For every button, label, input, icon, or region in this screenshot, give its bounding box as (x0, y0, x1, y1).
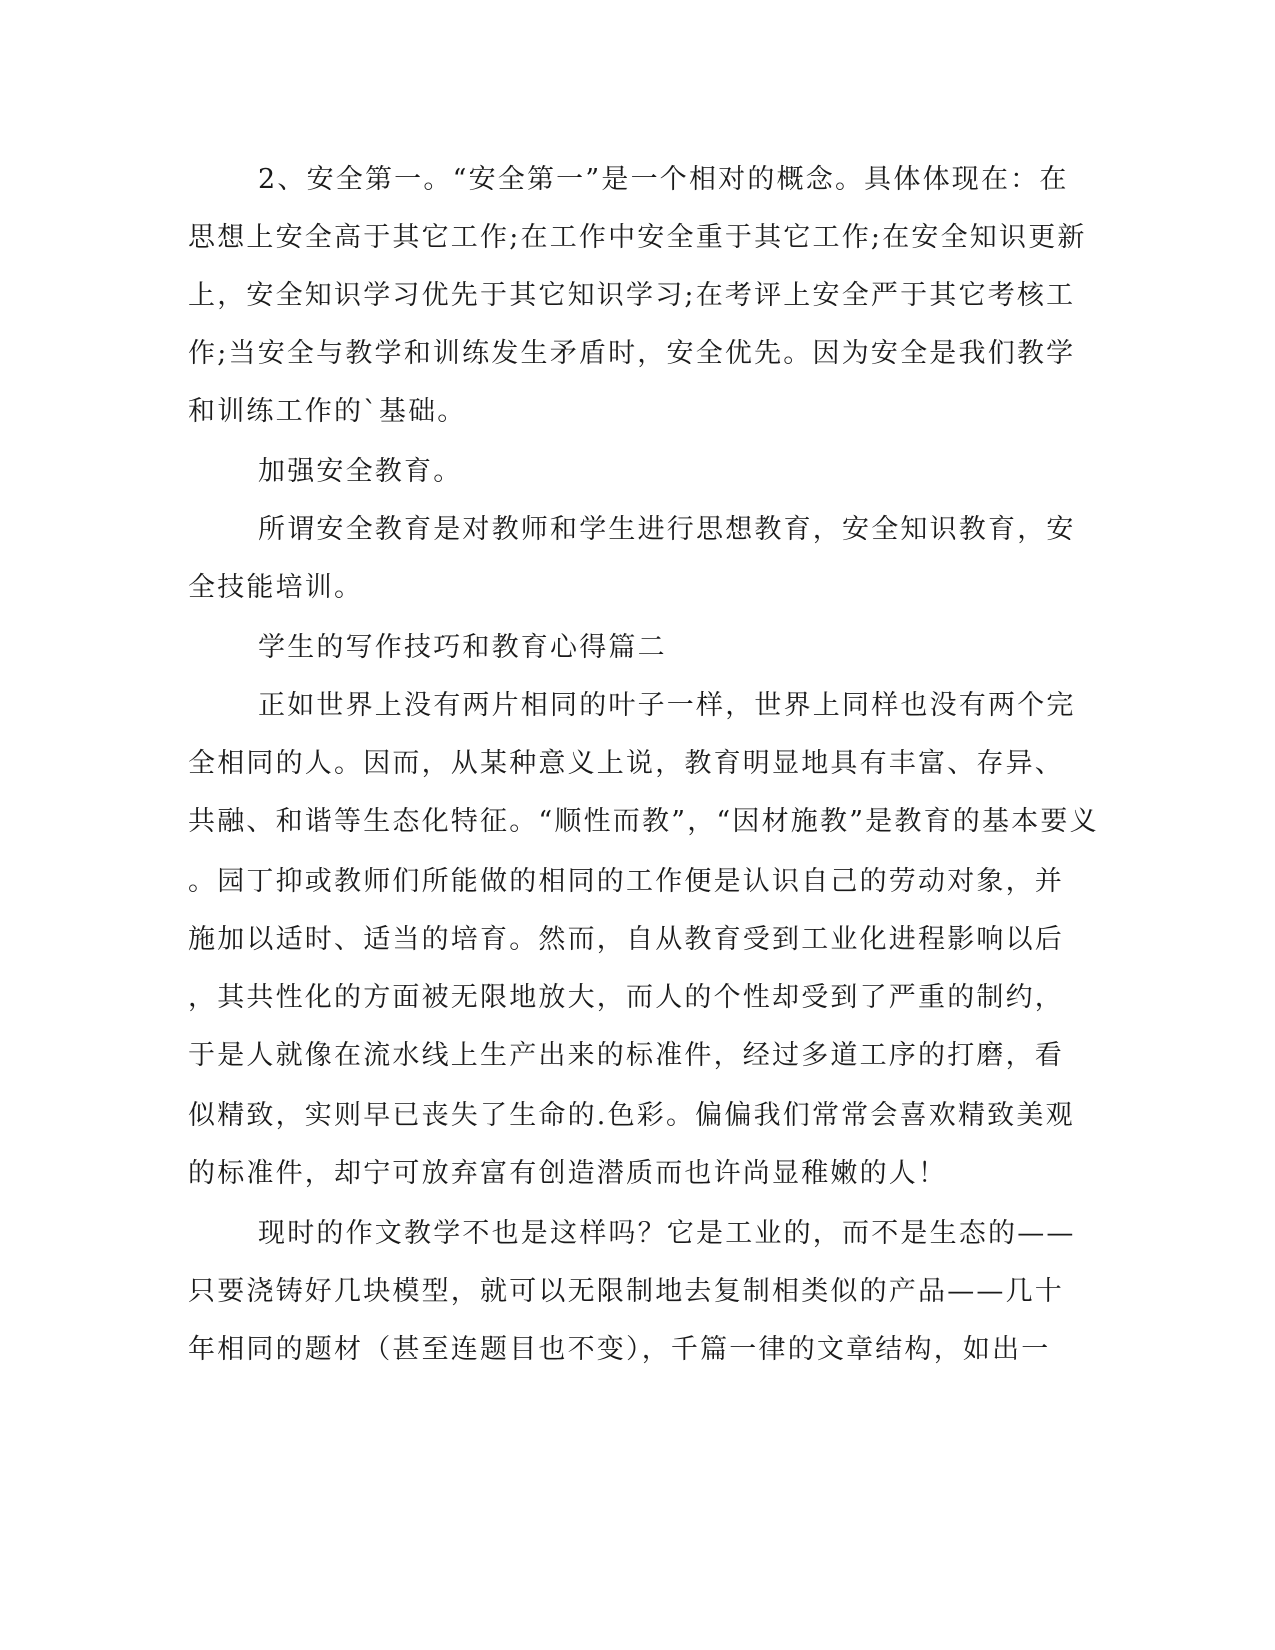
text-line: 思想上安全高于其它工作;在工作中安全重于其它工作;在安全知识更新 (188, 222, 1087, 253)
text-line: 全相同的人。因而，从某种意义上说，教育明显地具有丰富、存异、 (188, 748, 1064, 779)
text-line: 。园丁抑或教师们所能做的相同的工作便是认识自己的劳动对象，并 (188, 866, 1064, 897)
text-line: 全技能培训。 (188, 572, 364, 603)
text-line: 只要浇铸好几块模型，就可以无限制地去复制相类似的产品——几十 (188, 1276, 1064, 1307)
text-line: 所谓安全教育是对教师和学生进行思想教育，安全知识教育，安 (258, 514, 1076, 545)
article-title: 学生的写作技巧和教育心得篇二 (258, 632, 667, 663)
text-line: 似精致，实则早已丧失了生命的.色彩。偏偏我们常常会喜欢精致美观 (188, 1100, 1075, 1131)
text-line: 作;当安全与教学和训练发生矛盾时，安全优先。因为安全是我们教学 (188, 338, 1076, 369)
text-line: 共融、和谐等生态化特征。“顺性而教”，“因材施教”是教育的基本要义 (188, 806, 1099, 837)
text-line: ，其共性化的方面被无限地放大，而人的个性却受到了严重的制约， (188, 982, 1064, 1013)
section-heading: 加强安全教育。 (258, 456, 463, 487)
text-line: 的标准件，却宁可放弃富有创造潜质而也许尚显稚嫩的人！ (188, 1158, 948, 1189)
text-line: 上，安全知识学习优先于其它知识学习;在考评上安全严于其它考核工 (188, 280, 1076, 311)
text-line: 正如世界上没有两片相同的叶子一样，世界上同样也没有两个完 (258, 690, 1076, 721)
text-line: 年相同的题材（甚至连题目也不变），千篇一律的文章结构，如出一 (188, 1334, 1051, 1365)
text-line: 施加以适时、适当的培育。然而，自从教育受到工业化进程影响以后 (188, 924, 1064, 955)
text-line: 2、安全第一。“安全第一”是一个相对的概念。具体体现在：在 (258, 164, 1069, 195)
text-line: 现时的作文教学不也是这样吗？它是工业的，而不是生态的—— (258, 1218, 1076, 1249)
text-line: 和训练工作的`基础。 (188, 396, 467, 427)
text-line: 于是人就像在流水线上生产出来的标准件，经过多道工序的打磨，看 (188, 1040, 1064, 1071)
